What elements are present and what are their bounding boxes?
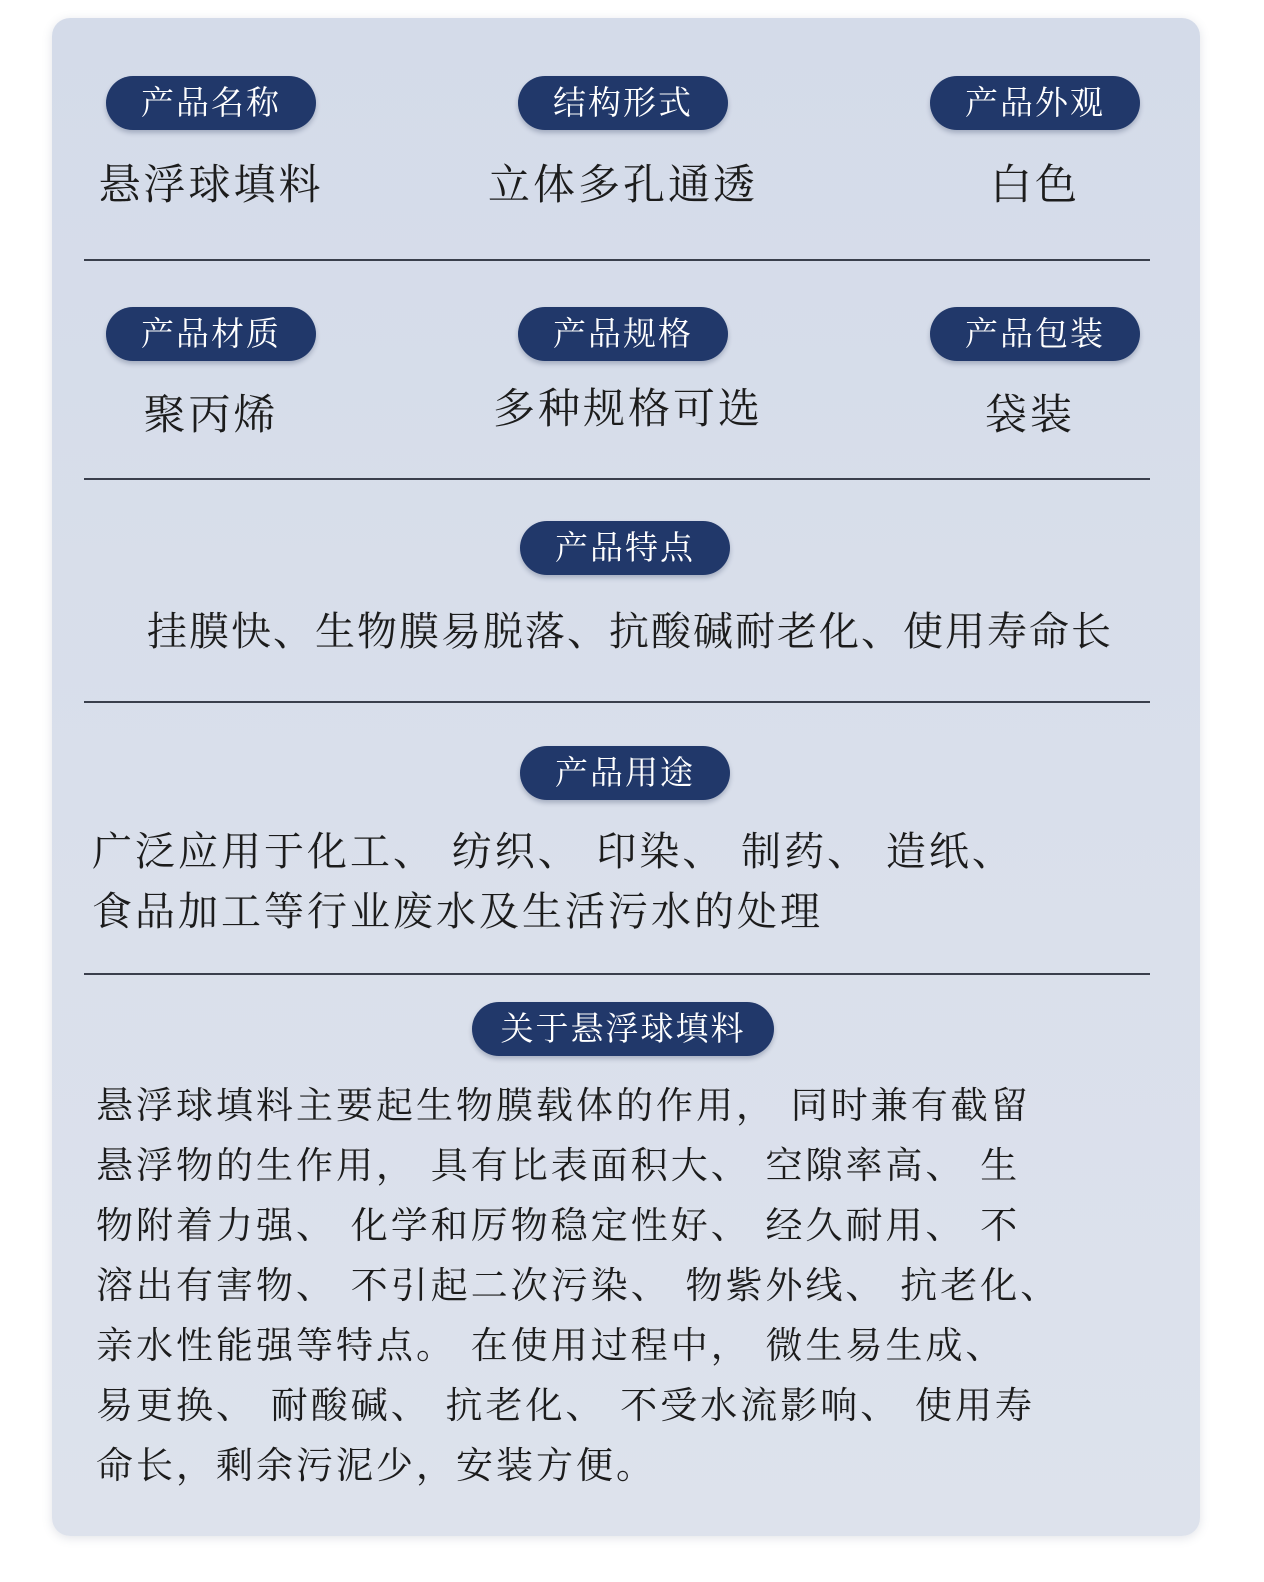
row2-divider bbox=[84, 478, 1150, 480]
product-name-label: 产品名称 bbox=[106, 76, 316, 130]
appearance-value: 白色 bbox=[989, 160, 1080, 209]
about-label: 关于悬浮球填料 bbox=[472, 1002, 774, 1056]
structure-form-label: 结构形式 bbox=[518, 76, 728, 130]
usage-line: 食品加工等行业废水及生活污水的处理 bbox=[92, 889, 823, 935]
about-line: 悬浮球填料主要起生物膜载体的作用， 同时兼有截留 bbox=[96, 1084, 1031, 1127]
features-divider bbox=[84, 701, 1150, 703]
usage-line: 广泛应用于化工、 纺织、 印染、 制药、 造纸、 bbox=[92, 829, 1015, 875]
about-text bbox=[96, 1076, 1176, 1496]
about-line: 溶出有害物、 不引起二次污染、 物紫外线、 抗老化、 bbox=[96, 1264, 1061, 1307]
about-line: 亲水性能强等特点。 在使用过程中， 微生易生成、 bbox=[96, 1324, 1006, 1367]
features-text: 挂膜快、生物膜易脱落、抗酸碱耐老化、使用寿命长 bbox=[147, 609, 1113, 655]
specification-value: 多种规格可选 bbox=[492, 384, 763, 433]
material-value: 聚丙烯 bbox=[143, 390, 279, 439]
packaging-label: 产品包装 bbox=[930, 307, 1140, 361]
appearance-label: 产品外观 bbox=[930, 76, 1140, 130]
usage-text bbox=[92, 822, 1172, 942]
features-label: 产品特点 bbox=[520, 521, 730, 575]
structure-form-value: 立体多孔通透 bbox=[487, 160, 758, 209]
about-line: 命长，剩余污泥少，安装方便。 bbox=[96, 1444, 656, 1487]
specification-label: 产品规格 bbox=[518, 307, 728, 361]
about-line: 悬浮物的生作用， 具有比表面积大、 空隙率高、 生 bbox=[96, 1144, 1021, 1187]
packaging-value: 袋装 bbox=[984, 390, 1075, 439]
usage-label: 产品用途 bbox=[520, 746, 730, 800]
row1-divider bbox=[84, 259, 1150, 261]
usage-divider bbox=[84, 973, 1150, 975]
about-line: 物附着力强、 化学和厉物稳定性好、 经久耐用、 不 bbox=[96, 1204, 1021, 1247]
material-label: 产品材质 bbox=[106, 307, 316, 361]
product-name-value: 悬浮球填料 bbox=[98, 160, 324, 209]
about-line: 易更换、 耐酸碱、 抗老化、 不受水流影响、 使用寿 bbox=[96, 1384, 1036, 1427]
